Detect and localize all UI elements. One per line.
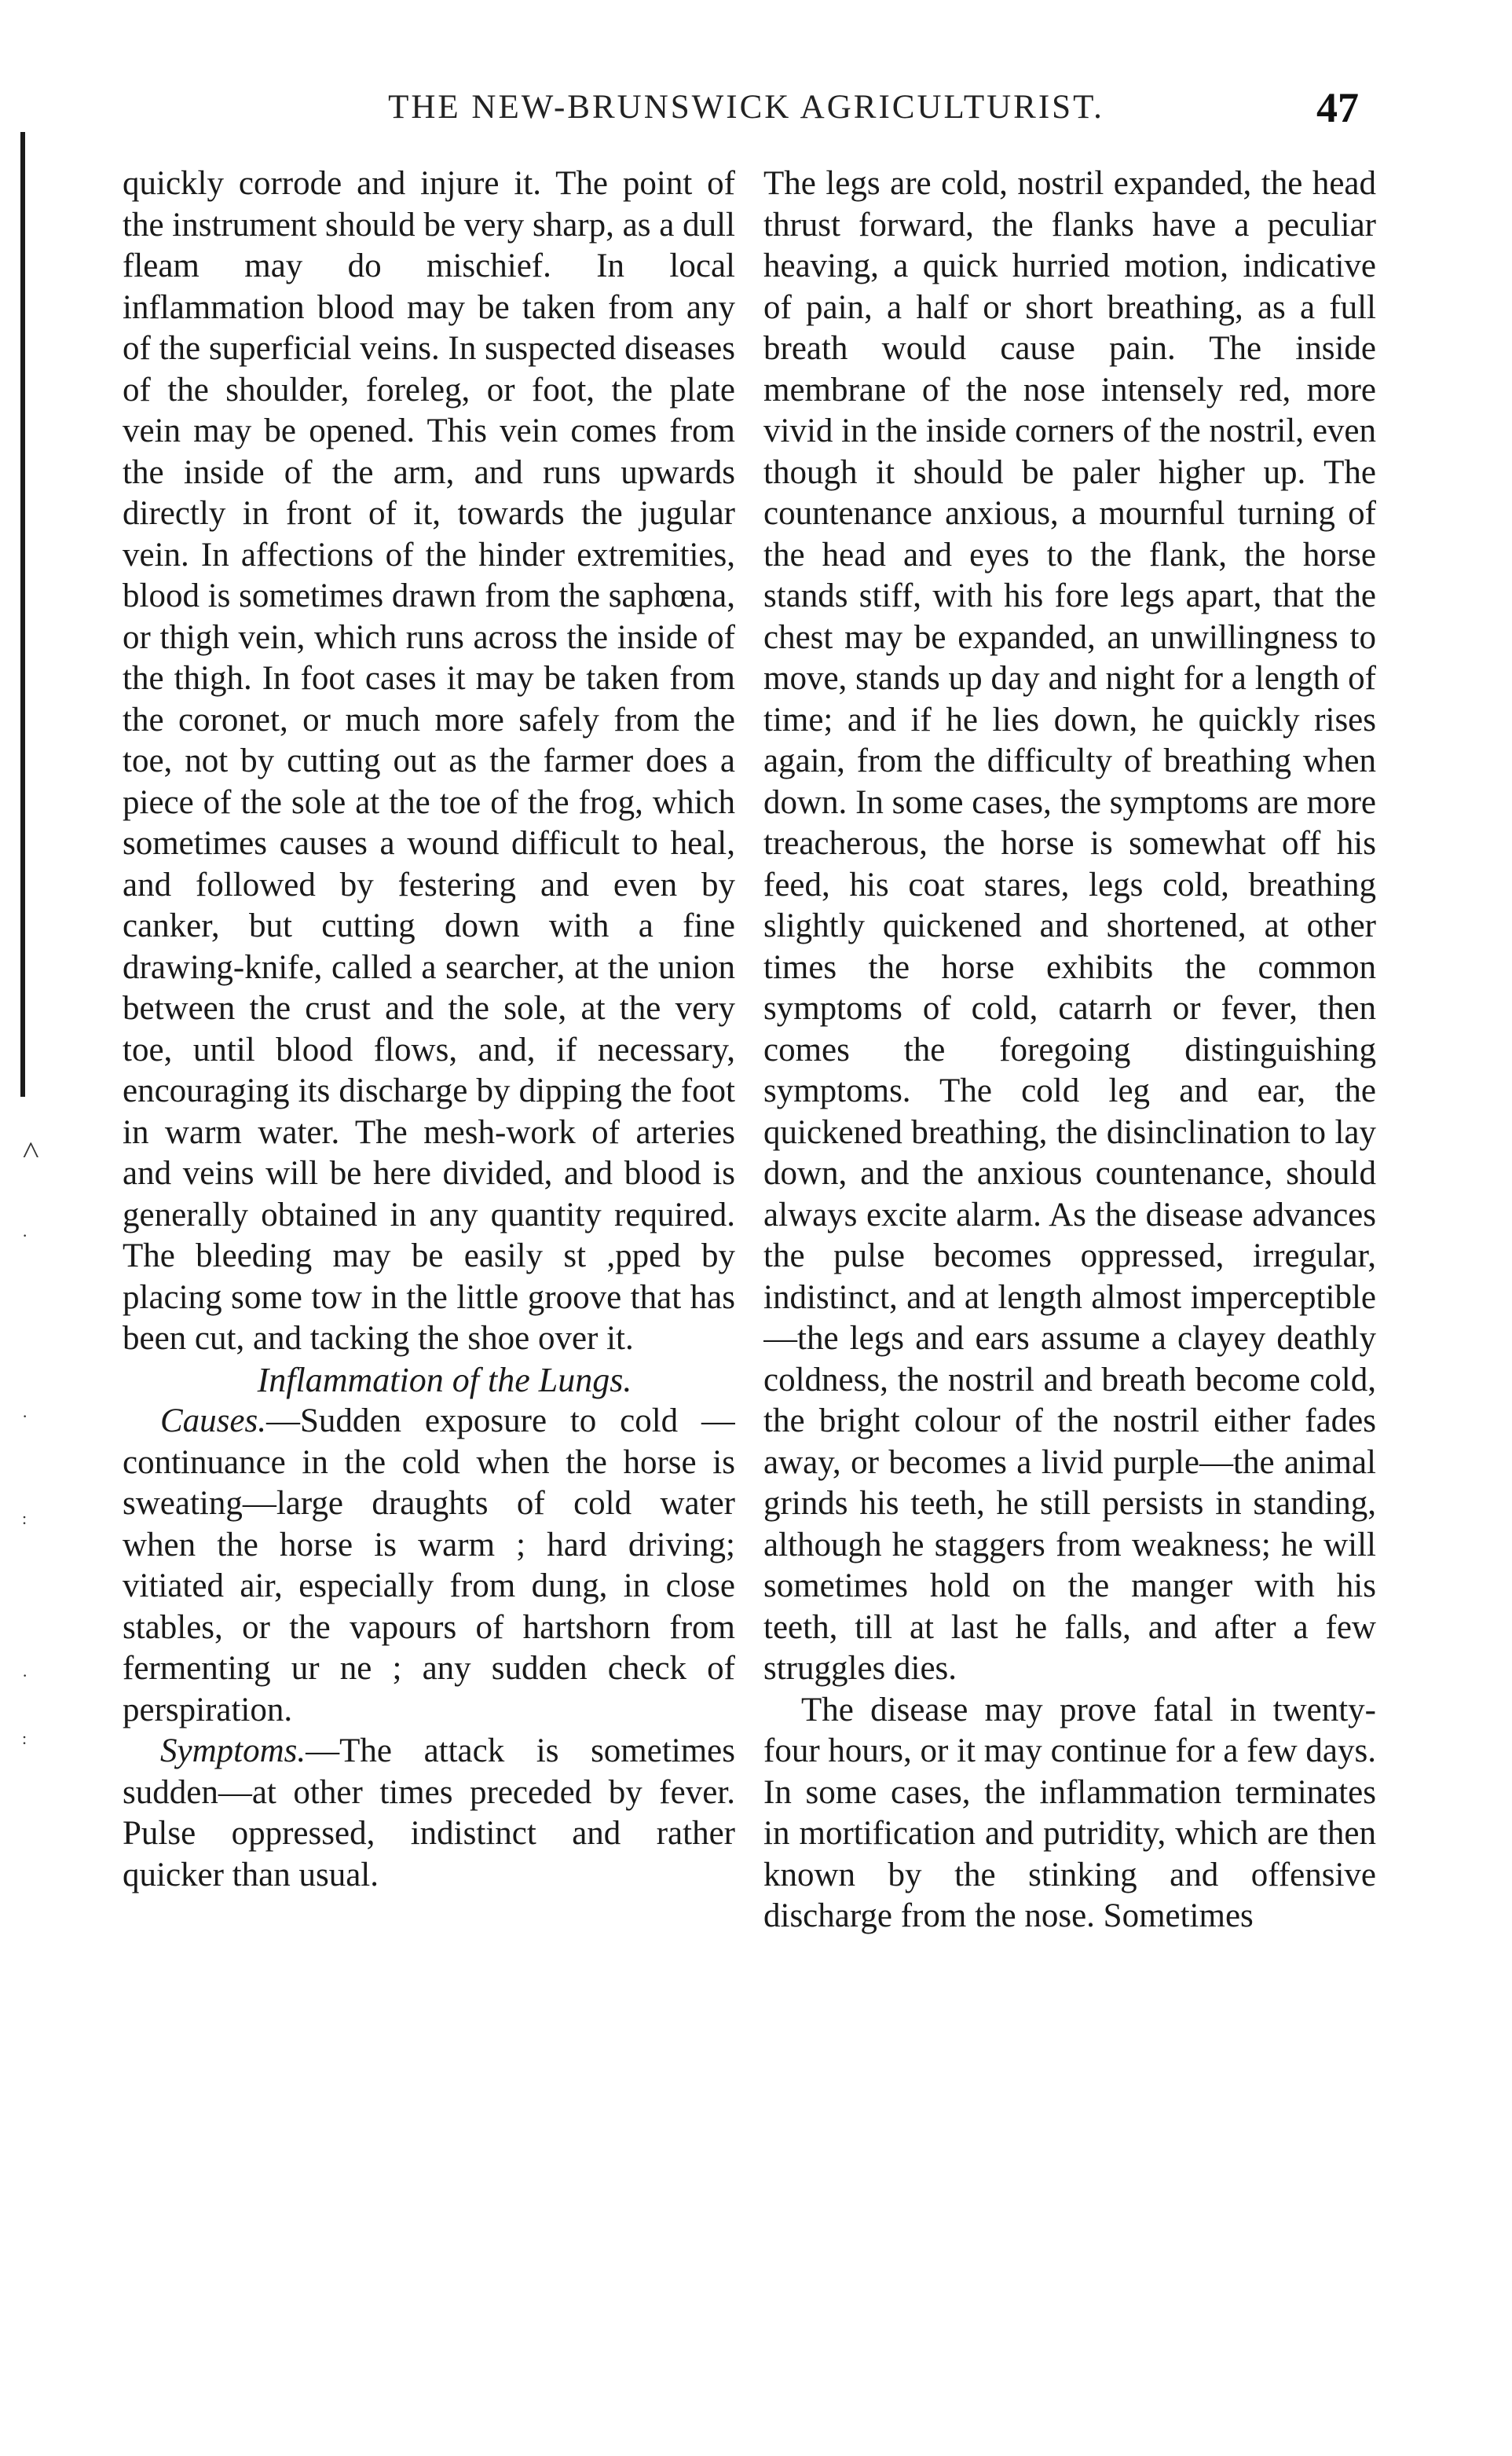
page-number: 47 [1316,84,1359,131]
causes-label: Causes. [160,1402,266,1439]
margin-mark: ˄ [22,1132,40,1168]
symptoms-label: Symptoms. [160,1732,306,1769]
margin-mark: · [22,1406,28,1426]
paragraph-symptoms [123,1731,735,1896]
margin-mark: : [22,1728,27,1748]
margin-rule [20,132,25,1097]
margin-mark: : [22,1508,27,1528]
paragraph: The legs are cold, nostril expanded, the head thrust forward, the flanks have a peculiar heaving, a quick hurried motion, indicative of pain, a half or short breathing, as a full breath would cause pain. The inside membrane of the nose intensely red, more vivid in the inside corners of the nostril, even though it should be paler higher up. The countenance anxious, a mournful turning of the head and eyes to the flank, the horse stands stiff, with his fore legs apart, that the chest may be expanded, an unwillingness to move, stands up day and night for a length of time; and if he lies down, he quickly rises again, from the difficulty of breathing when down. In some cases, the symptoms are more treacherous, the horse is somewhat off his feed, his coat stares, legs cold, breathing slightly quickened and shortened, at other times the horse exhibits the common symptoms of cold, catarrh or fever, then comes the foregoing distinguishing symptoms. The cold leg and ear, the quickened breathing, the disinclination to lay down, and the anxious countenance, should always excite alarm. As the disease advances the pulse becomes oppressed, irregular, indistinct, and at length almost imperceptible—the legs and ears assume a clayey deathly coldness, the nostril and breath become cold, the bright colour of the nostril either fades away, or becomes a livid purple—the animal grinds his teeth, he still persists in standing, although he staggers from weakness; he will sometimes hold on the manger with his teeth, till at last he falls, and after a few struggles dies. [763,165,1376,1687]
right-column [763,163,1376,2379]
paragraph-causes [123,1401,735,1731]
left-column [123,163,735,2379]
margin-mark: · [22,1226,28,1245]
margin-marks [6,1100,46,1807]
paragraph: The disease may prove fatal in twenty-four hours, or it may continue for a few days. In some cases, the inflammation terminates in mortification and putridity, which are then known by the stinking and offensive discharge from the nose. Sometimes [763,1691,1376,1934]
section-heading: Inflammation of the Lungs. [257,1360,632,1399]
margin-mark: · [22,1666,28,1685]
paragraph: quickly corrode and injure it. The point of the instrument should be very sharp, as a dull fleam may do mischief. In local inflammation blood may be taken from any of the superficial veins. In suspected diseases of the shoulder, foreleg, or foot, the plate vein may be opened. This vein comes from the inside of the arm, and runs upwards directly in front of it, towards the jugular vein. In affections of the hinder extremities, blood is sometimes drawn from the saphœna, or thigh vein, which runs across the inside of the thigh. In foot cases it may be taken from the coronet, or much more safely from the toe, not by cutting out as the farmer does a piece of the sole at the toe of the frog, which sometimes causes a wound difficult to heal, and followed by festering and even by canker, but cutting down with a fine drawing-knife, called a searcher, at the union between the crust and the sole, at the very toe, until blood flows, and, if necessary, encouraging its discharge by dipping the foot in warm water. The mesh-work of arteries and veins will be here divided, and blood is generally obtained in any quantity required. The bleeding may be easily st ,pped by placing some tow in the little groove that has been cut, and tacking the shoe over it. [123,165,735,1357]
causes-text: —Sudden exposure to cold —continuance in the cold when the horse is sweating—large draughts of cold water when the horse is warm ; hard driving; vitiated air, especially from dung, in close stables, or the vapours of hartshorn from fermenting ur ne ; any sudden check of perspiration. [123,1402,735,1728]
symptoms-text: —The attack is sometimes sudden—at other times preceded by fever. Pulse oppressed, indistinct and rather quicker than usual. [123,1732,735,1893]
running-title: THE NEW-BRUNSWICK AGRICULTURIST. [388,89,1104,126]
